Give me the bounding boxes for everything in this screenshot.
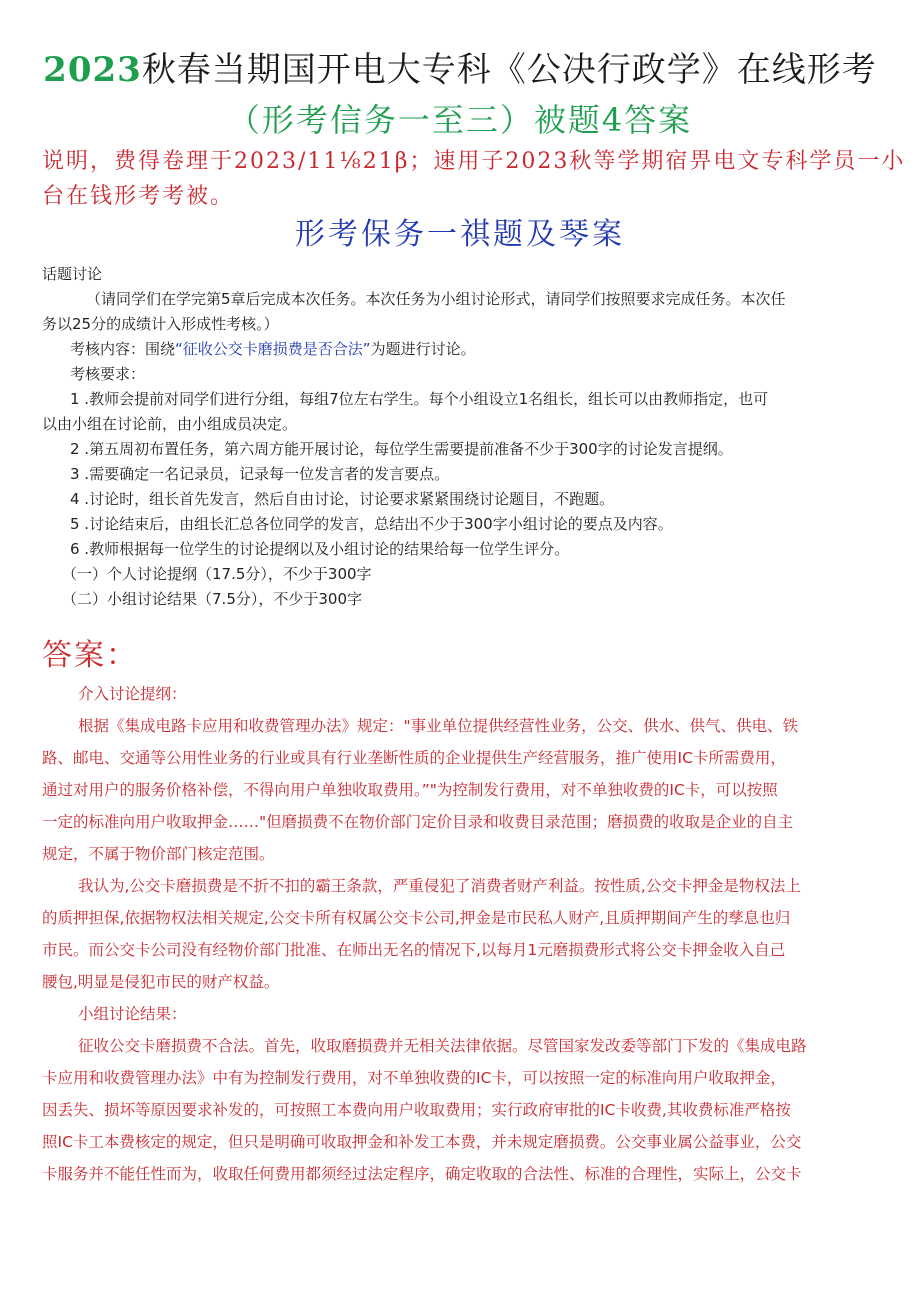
section-title: 形考保务一祺题及琴案 xyxy=(295,217,625,252)
note-line-1: 说明，费得卷理于2023/11⅛21β；速用子2023秋等学期宿畀电文专科学员一小 xyxy=(42,149,906,174)
answer-label: 答案： xyxy=(42,638,138,673)
requirement-6: 6 .教师根据每一位学生的讨论提纲以及小组讨论的结果给每一位学生评分。 xyxy=(70,540,570,558)
assessment-content xyxy=(42,337,882,362)
requirement-1-line-2: 以由小组在讨论前，由小组成员决定。 xyxy=(42,415,298,433)
intro-line-1: （请同学们在学完第5章后完成本次任务。本次任务为小组讨论形式，请同学们按照要求完成任务。本次任 xyxy=(86,290,786,308)
intro-line-2: 务以25分的成绩计入形成性考核。） xyxy=(42,315,279,333)
paragraph-1-line-3: 通过对用户的服务价格补偿，不得向用户单独收取费用。”"为控制发行费用，对不单独收费的IC卡，可以按照 xyxy=(42,781,778,799)
note-line-2: 台在钱形考考被。 xyxy=(42,184,235,209)
requirement-1-line-1: 1 .教师会提前对同学们进行分组，每组7位左右学生。每个小组设立1名组长，组长可以由教师指定，也可 xyxy=(70,390,769,408)
paragraph-3-line-3: 因丢失、损坏等原因要求补发的，可按照工本费向用户收取费用；实行政府审批的IC卡收费,其收费标准严格按 xyxy=(42,1101,791,1119)
outline-heading: 介入讨论提纲： xyxy=(78,685,187,703)
paragraph-3-line-4: 照IC卡工本费核定的规定，但只是明确可收取押金和补发工本费，并未规定磨损费。公交事业属公益事业，公交 xyxy=(42,1133,802,1151)
paragraph-1-line-1: 根据《集成电路卡应用和收费管理办法》规定："事业单位提供经营性业务，公交、供水、供气、供电、铁 xyxy=(78,717,799,735)
task-description xyxy=(42,262,882,612)
title-text: 秋春当期国开电大专科《公决行政学》在线形考 xyxy=(141,50,877,90)
requirement-3: 3 .需要确定一名记录员，记录每一位发言者的发言要点。 xyxy=(70,465,450,483)
content-suffix: 为题进行讨论。 xyxy=(370,340,476,358)
document-subtitle: （形考信务一至三）被题4答案 xyxy=(227,101,693,139)
paragraph-3-line-2: 卡应用和收费管理办法》中有为控制发行费用，对不单独收费的IC卡，可以按照一定的标准向用户收取押金， xyxy=(42,1069,786,1087)
paragraph-2-line-4: 腰包,明显是侵犯市民的财产权益。 xyxy=(42,973,280,991)
requirement-2: 2 .第五周初布置任务，第六周方能开展讨论，每位学生需要提前准备不少于300字的讨论发言提纲。 xyxy=(70,440,733,458)
paragraph-2-line-3: 市民。而公交卡公司没有经物价部门批准、在师出无名的情况下,以每月1元磨损费形式将公交卡押金收入自己 xyxy=(42,941,786,959)
requirement-5: 5 .讨论结束后，由组长汇总各位同学的发言，总结出不少于300字小组讨论的要点及内容。 xyxy=(70,515,673,533)
requirements-heading: 考核要求： xyxy=(70,365,146,383)
score-item-1: （一）个人讨论提纲（17.5分），不少于300字 xyxy=(62,565,372,583)
description-note xyxy=(42,144,906,214)
group-result-heading: 小组讨论结果： xyxy=(78,1005,187,1023)
content-prefix: 考核内容：围绕 xyxy=(70,340,176,358)
paragraph-2-line-2: 的质押担保,依据物权法相关规定,公交卡所有权属公交卡公司,押金是市民私人财产,且质押期间产生的孳息也归 xyxy=(42,909,791,927)
topic-heading: 话题讨论 xyxy=(42,265,103,283)
requirement-4: 4 .讨论时，组长首先发言，然后自由讨论，讨论要求紧紧围绕讨论题目，不跑题。 xyxy=(70,490,615,508)
paragraph-1-line-2: 路、邮电、交通等公用性业务的行业或具有行业垄断性质的企业提供生产经营服务，推广使用IC卡所需费用， xyxy=(42,749,786,767)
content-topic: “征收公交卡磨损费是否合法” xyxy=(175,340,371,358)
score-item-2: （二）小组讨论结果（7.5分），不少于300字 xyxy=(62,590,362,608)
title-year: 2023 xyxy=(43,50,142,90)
paragraph-3-line-1: 征收公交卡磨损费不合法。首先，收取磨损费并无相关法律依据。尽管国家发改委等部门下发的《集成电路 xyxy=(78,1037,807,1055)
paragraph-1-line-5: 规定，不属于物价部门核定范围。 xyxy=(42,845,275,863)
document-title xyxy=(0,48,920,92)
answer-body xyxy=(42,678,882,1190)
paragraph-1-line-4: 一定的标准向用户收取押金……"但磨损费不在物价部门定价目录和收费目录范围；磨损费的收取是企业的自主 xyxy=(42,813,794,831)
paragraph-3-line-5: 卡服务并不能任性而为，收取任何费用都须经过法定程序，确定收取的合法性、标准的合理性，实际上，公交卡 xyxy=(42,1165,802,1183)
paragraph-2-line-1: 我认为,公交卡磨损费是不折不扣的霸王条款，严重侵犯了消费者财产利益。按性质,公交卡押金是物权法上 xyxy=(78,877,801,895)
